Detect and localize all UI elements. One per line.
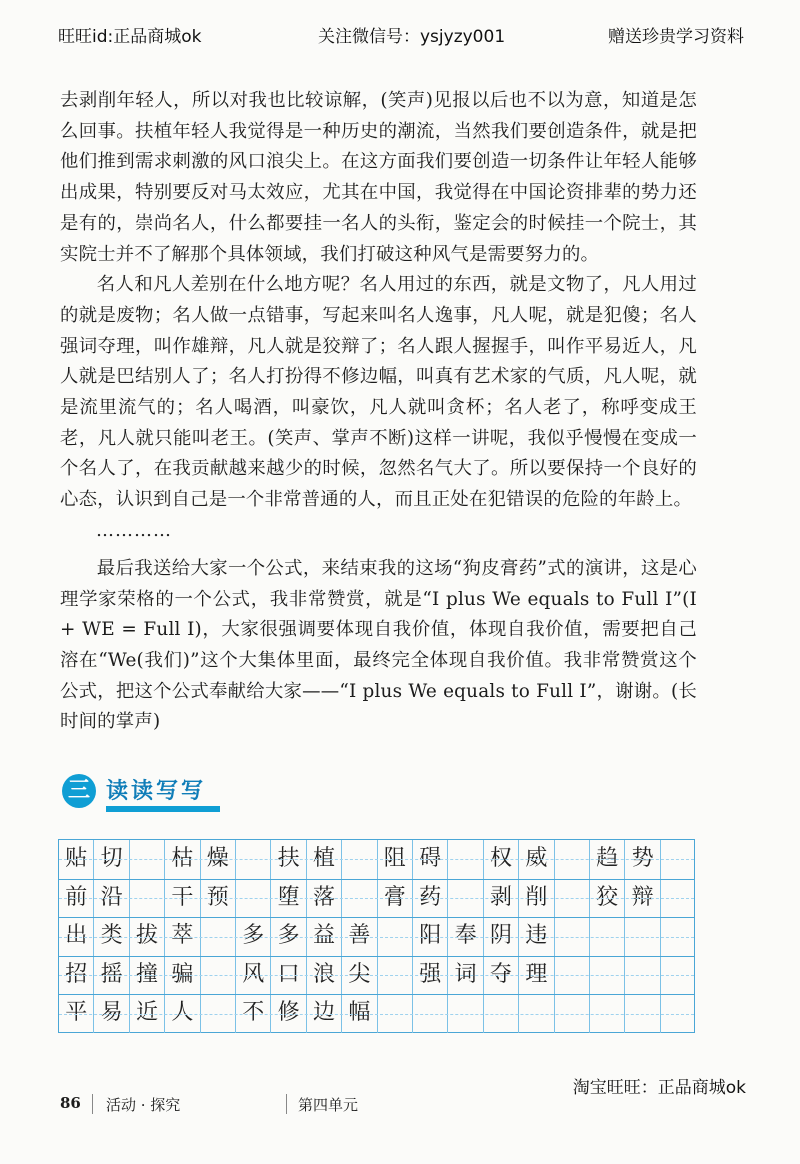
vocab-cell: 违 [519,917,554,956]
vocab-cell: 切 [94,840,129,879]
watermark-header [0,18,800,48]
vocab-cell: 人 [165,994,200,1033]
vocab-cell: 边 [307,994,342,1033]
vocab-cell: 膏 [378,879,413,918]
vocab-cell: 尖 [342,956,377,995]
vocab-cell: 口 [271,956,306,995]
grid-guide-line [59,937,694,938]
vocab-cell: 词 [448,956,483,995]
vocab-cell: 招 [59,956,94,995]
vocab-cell: 碍 [413,840,448,879]
vocab-cell: 贴 [59,840,94,879]
vocab-cell: 阳 [413,917,448,956]
vocab-cell: 权 [484,840,519,879]
grid-row-line [59,956,694,957]
vocabulary-grid [58,839,695,1033]
header-right-text: 赠送珍贵学习资料 [608,27,744,47]
footer-divider [92,1094,93,1114]
vocab-cell: 平 [59,994,94,1033]
vocab-cell: 势 [625,840,660,879]
vocab-cell: 善 [342,917,377,956]
vocab-cell: 夺 [484,956,519,995]
grid-guide-line [59,975,694,976]
vocab-cell: 前 [59,879,94,918]
paragraph-2: 名人和凡人差别在什么地方呢？名人用过的东西，就是文物了，凡人用过的就是废物；名人做一点错事，写起来叫名人逸事，凡人呢，就是犯傻；名人强词夺理，叫作雄辩，凡人就是狡辩了；名人跟人握握手，叫作平易近人，凡人就是巴结别人了；名人打扮得不修边幅，叫真有艺术家的气质，凡人呢，就是流里流气的；名人喝酒，叫豪饮，凡人就叫贪杯；名人老了，称呼变成王老，凡人就只能叫老王。(笑声、掌声不断)这样一讲呢，我似乎慢慢在变成一个名人了，在我贡献越来越少的时候，忽然名气大了。所以要保持一个良好的心态，认识到自己是一个非常普通的人，而且正处在犯错误的危险的年龄上。 [60,274,697,511]
vocab-cell: 预 [201,879,236,918]
vocab-cell: 浪 [307,956,342,995]
footer-section: 活动 · 探究 [106,1096,181,1114]
section-heading [62,768,232,816]
vocab-cell: 扶 [271,840,306,879]
footer-divider [286,1094,287,1114]
vocab-cell: 萃 [165,917,200,956]
vocab-cell: 狡 [590,879,625,918]
vocab-cell: 易 [94,994,129,1033]
vocab-cell: 强 [413,956,448,995]
vocab-cell: 沿 [94,879,129,918]
vocab-cell: 风 [236,956,271,995]
grid-guide-line [59,1014,694,1015]
grid-row-line [59,994,694,995]
vocab-cell: 辩 [625,879,660,918]
vocab-cell: 出 [59,917,94,956]
vocab-cell: 燥 [201,840,236,879]
footer-watermark: 淘宝旺旺：正品商城ok [572,1078,746,1098]
vocab-cell: 枯 [165,840,200,879]
vocab-cell: 阴 [484,917,519,956]
article-body [60,86,697,738]
vocab-cell: 奉 [448,917,483,956]
vocab-cell: 撞 [130,956,165,995]
paragraph-1: 去剥削年轻人，所以对我也比较谅解，(笑声)见报以后也不以为意，知道是怎么回事。扶植年轻人我觉得是一种历史的潮流，当然我们要创造条件，就是把他们推到需求刺激的风口浪尖上。在这方面我们要创造一切条件让年轻人能够出成果，特别要反对马太效应，尤其在中国，我觉得在中国论资排辈的势力还是有的，崇尚名人，什么都要挂一名人的头衔，鉴定会的时候挂一个院士，其实院士并不了解那个具体领域，我们打破这种风气是需要努力的。 [60,90,697,265]
vocab-cell: 落 [307,879,342,918]
section-title: 读读写写 [106,779,207,804]
page-footer [60,1094,740,1124]
vocab-cell: 骗 [165,956,200,995]
ellipsis-line: ………… [96,519,172,541]
grid-row-line [59,879,694,880]
section-underline [106,806,220,812]
vocab-cell: 堕 [271,879,306,918]
vocab-cell: 威 [519,840,554,879]
vocab-cell: 幅 [342,994,377,1033]
vocab-cell: 多 [236,917,271,956]
vocab-cell: 类 [94,917,129,956]
vocab-cell: 干 [165,879,200,918]
section-number-badge: 三 [62,774,96,808]
grid-guide-line [59,859,694,860]
vocab-cell: 不 [236,994,271,1033]
page-number: 86 [60,1094,81,1112]
vocab-cell: 修 [271,994,306,1033]
paragraph-3: 最后我送给大家一个公式，来结束我的这场“狗皮膏药”式的演讲，这是心理学家荣格的一个公式，我非常赞赏，就是“I plus We equals to Full I”(I + WE = Full I)，大家很强调要体现自我价值，体现自我价值，需要把自己溶在“We(我们)”这个大集体里面，最终完全体现自我价值。我非常赞赏这个公式，把这个公式奉献给大家——“I plus We equals to Full I”，谢谢。(长时间的掌声) [60,557,697,733]
vocab-cell: 益 [307,917,342,956]
vocab-cell: 剥 [484,879,519,918]
vocab-cell: 理 [519,956,554,995]
grid-guide-line [59,898,694,899]
vocab-cell: 近 [130,994,165,1033]
vocab-cell: 阻 [378,840,413,879]
vocab-cell: 多 [271,917,306,956]
vocab-cell: 拔 [130,917,165,956]
header-left-text: 旺旺id:正品商城ok [58,27,202,47]
vocab-cell: 植 [307,840,342,879]
header-middle-text: 关注微信号：ysjyzy001 [318,27,506,47]
footer-unit: 第四单元 [298,1096,359,1114]
vocab-cell: 趋 [590,840,625,879]
vocab-cell: 摇 [94,956,129,995]
grid-row-line [59,917,694,918]
vocab-cell: 削 [519,879,554,918]
vocab-cell: 药 [413,879,448,918]
